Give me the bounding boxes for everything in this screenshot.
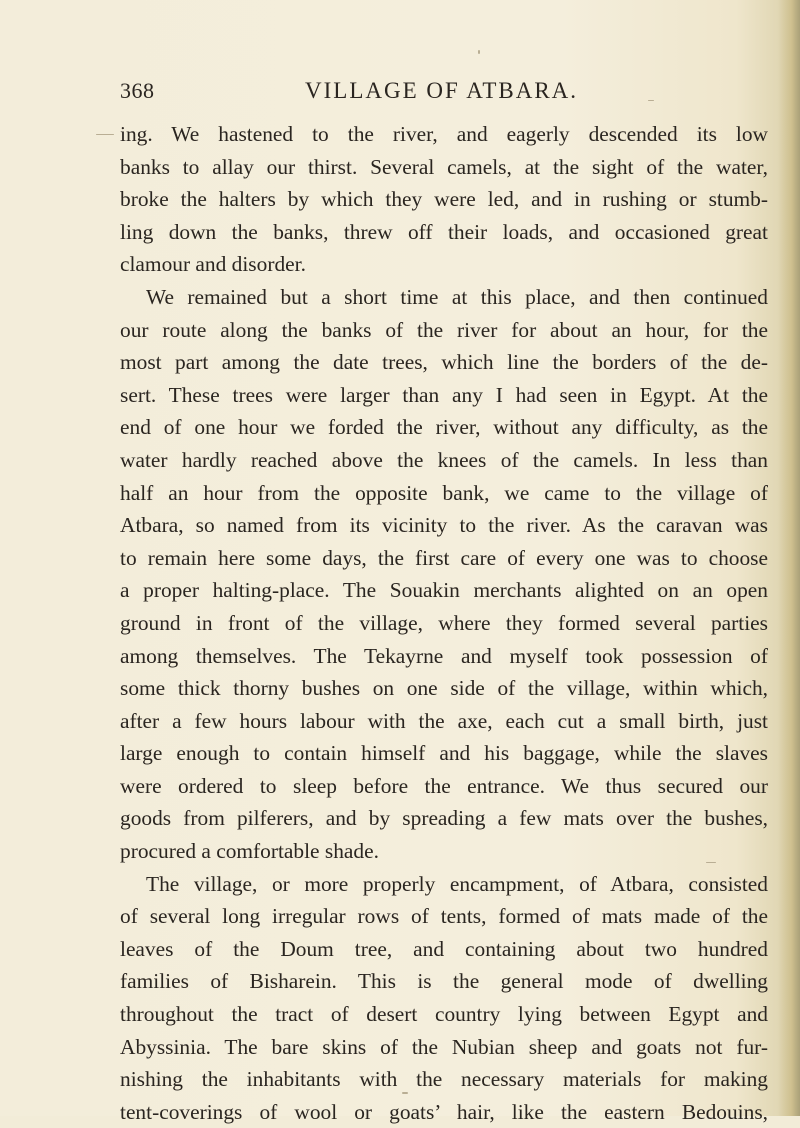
page-header	[120, 78, 770, 114]
text-line: water hardly reached above the knees of the camels. In less than	[120, 447, 768, 472]
text-line: leaves of the Doum tree, and containing about two hundred	[120, 936, 768, 961]
text-line: ground in front of the village, where they formed several parties	[120, 610, 768, 635]
text-line: end of one hour we forded the river, without any difficulty, as the	[120, 415, 768, 440]
paragraph-start-line: The village, or more properly encampment, of Atbara, consisted	[146, 871, 768, 896]
text-line: most part among the date trees, which line the borders of the de-	[120, 350, 768, 375]
page-number: 368	[120, 78, 155, 103]
text-line: a proper halting-place. The Souakin merchants alighted on an open	[120, 578, 768, 603]
text-line: broke the halters by which they were led, and in rushing or stumb-	[120, 187, 768, 212]
text-line: among themselves. The Tekayrne and myself took possession of	[120, 643, 768, 668]
text-line: some thick thorny bushes on one side of the village, within which,	[120, 676, 768, 701]
text-line: goods from pilferers, and by spreading a few mats over the bushes,	[120, 806, 768, 831]
text-line: large enough to contain himself and his baggage, while the slaves	[120, 741, 768, 766]
text-line: ling down the banks, threw off their loads, and occasioned great	[120, 219, 768, 244]
page-edge-shadow	[778, 0, 800, 1116]
text-line: procured a comfortable shade.	[120, 839, 379, 864]
text-line: to remain here some days, the first care of every one was to choose	[120, 545, 768, 570]
text-line: Atbara, so named from its vicinity to the river. As the caravan was	[120, 513, 768, 538]
text-line: tent-coverings of wool or goats’ hair, like the eastern Bedouins,	[120, 1099, 768, 1124]
paper-speck	[478, 50, 480, 54]
text-line: families of Bisharein. This is the general mode of dwelling	[120, 969, 768, 994]
text-line: throughout the tract of desert country lying between Egypt and	[120, 1002, 768, 1027]
text-line: half an hour from the opposite bank, we came to the village of	[120, 480, 768, 505]
paragraph-start-line: We remained but a short time at this place, and then continued	[146, 284, 768, 309]
text-line: our route along the banks of the river for about an hour, for the	[120, 317, 768, 342]
text-line: banks to allay our thirst. Several camels, at the sight of the water,	[120, 154, 768, 179]
running-head: VILLAGE OF ATBARA.	[305, 78, 579, 103]
text-line: of several long irregular rows of tents, formed of mats made of the	[120, 904, 768, 929]
text-line: ing. We hastened to the river, and eagerly descended its low	[120, 122, 768, 146]
text-line: after a few hours labour with the axe, each cut a small birth, just	[120, 708, 768, 733]
text-line: nishing the inhabitants with the necessary materials for making	[120, 1067, 768, 1092]
text-line: sert. These trees were larger than any I had seen in Egypt. At the	[120, 382, 768, 407]
text-line: were ordered to sleep before the entrance. We thus secured our	[120, 773, 768, 798]
text-line: clamour and disorder.	[120, 252, 306, 277]
text-line: Abyssinia. The bare skins of the Nubian sheep and goats not fur-	[120, 1034, 768, 1059]
paper-speck	[96, 134, 114, 135]
body-text	[120, 118, 768, 1128]
